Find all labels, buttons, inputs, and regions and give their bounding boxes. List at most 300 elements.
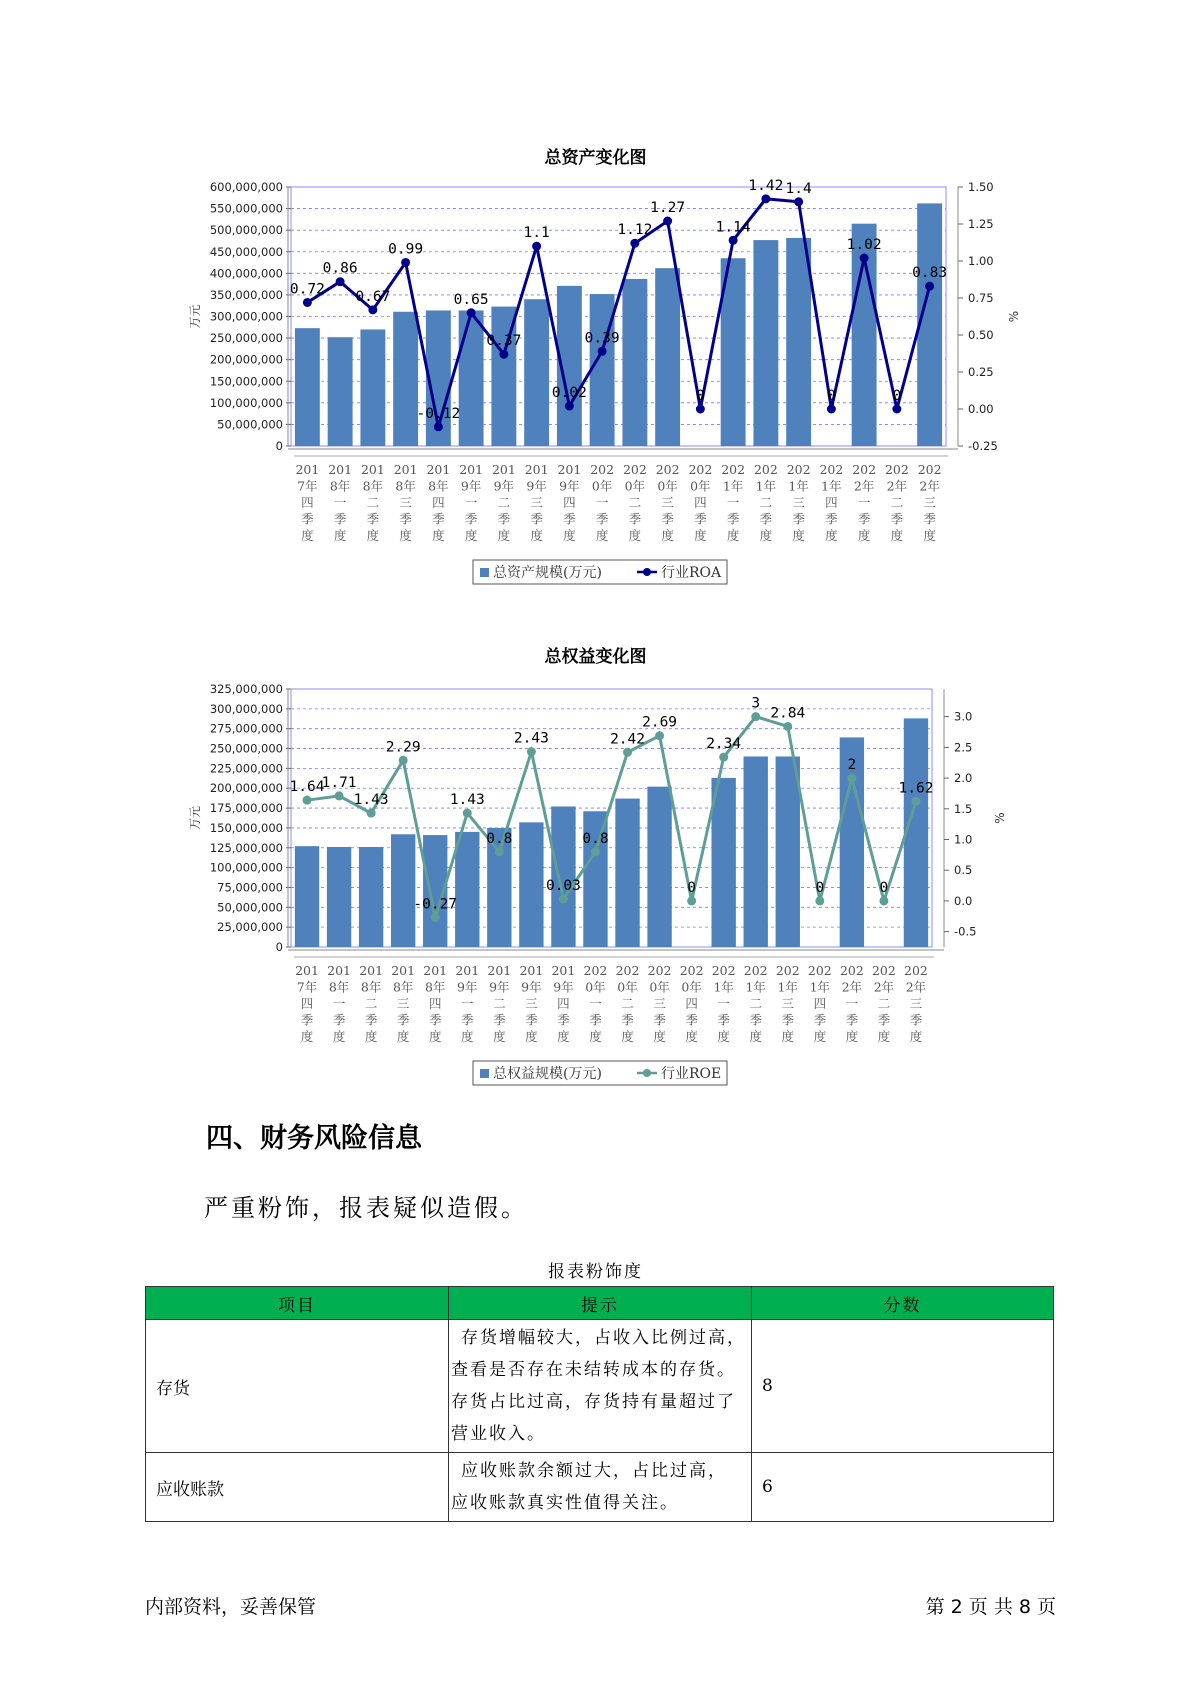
line-point: [463, 809, 472, 818]
x-tick-label: 三: [653, 996, 666, 1011]
data-label: 1.12: [617, 222, 653, 239]
x-tick-label: 202: [871, 963, 896, 978]
x-tick-label: 一: [589, 996, 602, 1011]
x-tick-label: 201: [426, 462, 451, 477]
x-tick-label: 二: [366, 495, 380, 510]
y-tick-label: 550,000,000: [209, 201, 283, 216]
bar: [295, 846, 319, 947]
y2-tick-label: 1.0: [954, 832, 973, 847]
x-tick-label: 2年: [841, 979, 863, 995]
y-tick-label: 250,000,000: [209, 331, 283, 346]
x-tick-label: 季: [300, 1012, 314, 1028]
x-tick-label: 一: [857, 495, 871, 510]
x-tick-label: 202: [583, 963, 608, 978]
chart-title-total-assets: 总资产变化图: [544, 148, 647, 168]
line-point: [879, 896, 888, 905]
x-tick-label: 三: [396, 996, 410, 1011]
x-tick-label: 度: [301, 528, 314, 543]
x-tick-label: 201: [487, 963, 512, 978]
bar: [711, 778, 735, 947]
x-tick-label: 度: [890, 528, 904, 543]
table-header-row: [146, 1287, 1054, 1320]
line-point: [751, 712, 760, 721]
x-tick-label: 二: [749, 996, 762, 1011]
x-tick-label: 度: [813, 1029, 827, 1044]
x-tick-label: 四: [557, 996, 570, 1011]
data-label: 1.62: [898, 780, 934, 797]
x-tick-label: 三: [909, 996, 923, 1011]
x-tick-label: 三: [781, 996, 795, 1011]
x-tick-label: 三: [792, 495, 805, 510]
footer-page-number: 第 2 页 共 8 页: [925, 1596, 1056, 1618]
x-tick-label: 季: [694, 511, 707, 527]
x-tick-label: 1年: [722, 478, 744, 494]
hint-line: 营业收入。: [451, 1424, 546, 1444]
x-tick-label: 季: [333, 511, 347, 527]
x-tick-label: 201: [391, 963, 416, 978]
x-tick-label: 二: [621, 996, 634, 1011]
x-tick-label: 度: [396, 1029, 410, 1044]
x-tick-label: 201: [524, 462, 549, 477]
legend-line-label: 行业ROA: [661, 565, 722, 581]
x-tick-label: 季: [792, 511, 805, 527]
x-tick-label: 四: [432, 495, 445, 510]
y2-tick-label: 0.0: [954, 893, 973, 908]
data-label: 1.1: [523, 225, 550, 242]
x-tick-label: 9年: [553, 979, 574, 995]
x-tick-label: 度: [857, 528, 871, 543]
x-tick-label: 二: [628, 495, 642, 510]
x-tick-label: 二: [364, 996, 378, 1011]
line-point: [655, 731, 664, 740]
y-tick-label: 100,000,000: [209, 395, 283, 410]
x-tick-label: 201: [551, 963, 576, 978]
x-tick-label: 季: [557, 1012, 570, 1028]
x-tick-label: 度: [497, 528, 511, 543]
y-tick-label: 100,000,000: [209, 860, 283, 875]
data-label: 1.64: [289, 779, 325, 796]
x-tick-label: 四: [685, 996, 698, 1011]
x-tick-label: 度: [300, 1029, 314, 1044]
x-tick-label: 201: [295, 462, 320, 477]
y2-tick-label: -0.5: [954, 924, 977, 939]
y-tick-label: 0: [275, 439, 283, 453]
line-point: [559, 895, 568, 904]
y2-tick-label: 2.0: [954, 771, 973, 786]
data-label: 0: [696, 388, 705, 404]
hint-line: 存货增幅较大，占收入比例过高，: [461, 1328, 746, 1348]
line-point: [399, 756, 408, 765]
x-tick-label: 1年: [755, 478, 777, 494]
x-tick-label: 季: [525, 1012, 538, 1028]
x-tick-label: 0年: [657, 478, 678, 494]
y2-tick-label: -0.25: [968, 439, 998, 453]
x-tick-label: 9年: [559, 478, 580, 494]
line-point: [335, 791, 344, 800]
x-tick-label: 季: [530, 511, 543, 527]
data-label: 0: [892, 388, 902, 404]
y-tick-label: 0: [275, 940, 283, 954]
x-tick-label: 202: [688, 462, 713, 477]
data-label: 0.72: [289, 281, 325, 298]
data-label: 0: [827, 388, 836, 404]
data-label: 3: [751, 695, 761, 712]
data-label: 1.43: [353, 792, 389, 809]
x-tick-label: 季: [825, 511, 838, 527]
x-tick-label: 一: [461, 996, 474, 1011]
x-tick-label: 8年: [360, 979, 382, 995]
x-tick-label: 季: [563, 511, 576, 527]
x-tick-label: 度: [694, 528, 707, 543]
x-tick-label: 201: [455, 963, 480, 978]
x-tick-label: 二: [759, 495, 773, 510]
hint-line: 查看是否存在未结转成本的存货。: [451, 1360, 736, 1380]
x-tick-label: 度: [923, 528, 936, 543]
x-tick-label: 一: [464, 495, 478, 510]
bar: [519, 822, 543, 947]
x-tick-label: 季: [726, 511, 740, 527]
x-tick-label: 2年: [873, 979, 895, 995]
x-tick-label: 度: [781, 1029, 795, 1044]
y2-tick-label: 1.50: [968, 180, 994, 194]
x-tick-label: 度: [909, 1029, 923, 1044]
x-tick-label: 一: [332, 996, 346, 1011]
x-tick-label: 202: [904, 963, 928, 978]
data-label: 2: [847, 757, 857, 774]
x-tick-label: 季: [301, 511, 314, 527]
y-tick-label: 300,000,000: [209, 701, 283, 716]
y-tick-label: 225,000,000: [209, 761, 283, 776]
y2-tick-label: 3.0: [954, 709, 973, 724]
data-label: 0.39: [584, 330, 620, 347]
x-tick-label: 四: [813, 996, 827, 1011]
x-tick-label: 三: [399, 495, 412, 510]
y-tick-label: 200,000,000: [209, 352, 283, 367]
x-tick-label: 202: [679, 963, 704, 978]
data-label: 1.4: [785, 180, 812, 197]
x-tick-label: 季: [923, 511, 936, 527]
data-label: 1.02: [846, 237, 882, 254]
x-tick-label: 201: [423, 963, 448, 978]
line-point: [687, 896, 696, 905]
x-tick-label: 0年: [649, 979, 670, 995]
x-tick-label: 季: [396, 1012, 410, 1028]
x-tick-label: 季: [366, 511, 380, 527]
x-tick-label: 季: [717, 1012, 730, 1028]
x-tick-label: 2年: [853, 478, 875, 494]
x-tick-label: 三: [661, 495, 674, 510]
x-tick-label: 季: [595, 511, 609, 527]
data-label: 0: [687, 879, 696, 896]
y-tick-label: 25,000,000: [217, 920, 283, 935]
bar: [551, 806, 575, 947]
line-point: [623, 748, 632, 757]
data-label: -0.27: [413, 896, 458, 913]
y2-tick-label: 1.25: [968, 217, 994, 231]
x-tick-label: 四: [825, 495, 838, 510]
y-tick-label: 350,000,000: [209, 287, 283, 302]
data-label: 1.42: [748, 177, 784, 194]
data-label: 0.65: [453, 291, 489, 308]
x-tick-label: 季: [685, 1012, 698, 1028]
x-tick-label: 9年: [521, 979, 542, 995]
x-tick-label: 季: [759, 511, 773, 527]
risk-table: [145, 1286, 1054, 1522]
x-tick-label: 一: [717, 996, 730, 1011]
y2-tick-label: 2.5: [954, 740, 973, 755]
x-tick-label: 三: [525, 996, 538, 1011]
y2-tick-label: 0.25: [968, 365, 994, 379]
x-tick-label: 202: [615, 963, 640, 978]
x-tick-label: 度: [333, 528, 347, 543]
y-tick-label: 500,000,000: [209, 223, 283, 238]
data-label: 1.14: [715, 219, 751, 236]
x-tick-label: 度: [464, 528, 478, 543]
chart-title-total-equity: 总权益变化图: [544, 647, 647, 667]
x-tick-label: 202: [721, 462, 746, 477]
x-tick-label: 0年: [681, 979, 702, 995]
x-tick-label: 201: [327, 963, 352, 978]
bar: [327, 847, 351, 947]
y-tick-label: 325,000,000: [209, 682, 283, 696]
x-tick-label: 四: [300, 996, 314, 1011]
x-tick-label: 季: [749, 1012, 762, 1028]
x-tick-label: 度: [877, 1029, 891, 1044]
line-point: [911, 797, 920, 806]
x-tick-label: 202: [590, 462, 615, 477]
x-tick-label: 201: [519, 963, 544, 978]
x-tick-label: 度: [653, 1029, 666, 1044]
x-tick-label: 度: [595, 528, 609, 543]
x-tick-label: 201: [491, 462, 516, 477]
x-tick-label: 1年: [745, 979, 766, 995]
x-tick-label: 度: [749, 1029, 762, 1044]
section-heading: 四、财务风险信息: [206, 1123, 422, 1154]
y-tick-label: 600,000,000: [209, 180, 283, 194]
data-label: 0.02: [551, 385, 587, 402]
x-tick-label: 季: [589, 1012, 602, 1028]
x-tick-label: 8年: [392, 979, 414, 995]
data-label: 2.69: [642, 714, 678, 731]
x-tick-label: 202: [819, 462, 844, 477]
line-point: [847, 774, 856, 783]
x-tick-label: 1年: [809, 979, 831, 995]
line-point: [783, 722, 792, 731]
data-label: 0.37: [486, 333, 522, 350]
section-text: 严重粉饰，报表疑似造假。: [204, 1194, 528, 1222]
bar: [391, 834, 415, 947]
line-point: [815, 896, 824, 905]
y-tick-label: 400,000,000: [209, 266, 283, 281]
x-tick-label: 度: [530, 528, 543, 543]
x-tick-label: 201: [459, 462, 484, 477]
x-tick-label: 季: [621, 1012, 634, 1028]
line-point: [431, 913, 440, 922]
x-tick-label: 一: [726, 495, 740, 510]
data-label: 1.71: [321, 774, 357, 791]
plot-frame: [291, 689, 932, 947]
x-tick-label: 202: [917, 462, 942, 477]
data-label: 0.67: [355, 288, 391, 305]
data-label: 0.83: [912, 265, 948, 282]
x-tick-label: 8年: [328, 979, 350, 995]
x-tick-label: 9年: [489, 979, 510, 995]
x-tick-label: 四: [301, 495, 314, 510]
x-tick-label: 度: [428, 1029, 442, 1044]
x-tick-label: 2年: [919, 478, 940, 494]
x-tick-label: 度: [399, 528, 412, 543]
table-row: [146, 1320, 1054, 1453]
row-score: 8: [752, 1320, 1054, 1453]
x-tick-label: 一: [595, 495, 609, 510]
x-tick-label: 一: [333, 495, 347, 510]
y2-tick-label: 0.75: [968, 291, 994, 305]
x-tick-label: 二: [497, 495, 511, 510]
x-tick-label: 四: [694, 495, 707, 510]
data-label: 2.43: [513, 730, 549, 747]
line-point: [495, 847, 504, 856]
x-tick-label: 1年: [777, 979, 799, 995]
line-point: [591, 847, 600, 856]
x-tick-label: 季: [909, 1012, 923, 1028]
x-tick-label: 季: [845, 1012, 859, 1028]
y-axis-label: 万元: [188, 304, 202, 329]
data-label: 1.43: [449, 792, 485, 809]
legend-bar-label: 总权益规模(万元): [493, 1066, 602, 1082]
x-tick-label: 0年: [585, 979, 606, 995]
x-tick-label: 202: [852, 462, 877, 477]
row-score: 6: [752, 1453, 1054, 1522]
y2-axis-label: %: [1007, 310, 1021, 323]
x-tick-label: 1年: [713, 979, 734, 995]
x-tick-label: 度: [366, 528, 380, 543]
data-label: 0.86: [322, 260, 358, 277]
x-tick-label: 202: [743, 963, 768, 978]
x-tick-label: 202: [753, 462, 778, 477]
x-tick-label: 201: [328, 462, 353, 477]
y2-tick-label: 1.5: [954, 801, 973, 816]
legend-line-label: 行业ROE: [661, 1066, 722, 1082]
x-tick-label: 2年: [905, 979, 927, 995]
hint-line: 应收账款余额过大，占比过高，: [461, 1461, 727, 1481]
x-tick-label: 季: [890, 511, 904, 527]
x-tick-label: 201: [393, 462, 418, 477]
data-label: 0.8: [582, 830, 609, 847]
row-item: 应收账款: [146, 1453, 449, 1522]
x-tick-label: 度: [493, 1029, 506, 1044]
x-tick-label: 7年: [296, 979, 318, 995]
x-tick-label: 202: [884, 462, 909, 477]
data-label: 2.34: [706, 736, 742, 753]
header-score: 分数: [752, 1287, 1054, 1320]
line-point: [527, 747, 536, 756]
row-item: 存货: [146, 1320, 449, 1453]
x-tick-label: 二: [493, 996, 506, 1011]
x-tick-label: 202: [807, 963, 832, 978]
x-tick-label: 8年: [428, 478, 449, 494]
bar: [647, 787, 671, 947]
x-tick-label: 季: [857, 511, 871, 527]
y2-tick-label: 1.00: [968, 254, 994, 268]
x-tick-label: 度: [825, 528, 838, 543]
hint-line: 存货占比过高，存货持有量超过了: [451, 1392, 736, 1412]
x-tick-label: 度: [364, 1029, 378, 1044]
legend-bar-label: 总资产规模(万元): [493, 565, 602, 581]
header-hint: 提示: [449, 1287, 752, 1320]
x-tick-label: 季: [364, 1012, 378, 1028]
x-tick-label: 度: [621, 1029, 634, 1044]
x-tick-label: 季: [628, 511, 642, 527]
x-tick-label: 度: [332, 1029, 346, 1044]
x-tick-label: 季: [432, 511, 445, 527]
x-tick-label: 季: [497, 511, 511, 527]
x-tick-label: 9年: [460, 478, 482, 494]
y-tick-label: 300,000,000: [209, 309, 283, 324]
x-tick-label: 201: [557, 462, 582, 477]
line-point: [303, 796, 312, 805]
x-tick-label: 季: [813, 1012, 827, 1028]
line-point: [719, 753, 728, 762]
y2-tick-label: 0.00: [968, 402, 994, 416]
x-tick-label: 9年: [493, 478, 515, 494]
x-tick-label: 201: [359, 963, 384, 978]
x-tick-label: 9年: [457, 979, 478, 995]
data-label: 0: [879, 879, 889, 896]
header-item: 项目: [146, 1287, 449, 1320]
x-tick-label: 度: [759, 528, 773, 543]
y-tick-label: 150,000,000: [209, 820, 283, 835]
x-tick-label: 三: [530, 495, 543, 510]
x-tick-label: 四: [563, 495, 576, 510]
x-tick-label: 202: [655, 462, 680, 477]
y-tick-label: 125,000,000: [209, 840, 283, 855]
bar: [776, 756, 800, 947]
y-tick-label: 50,000,000: [217, 417, 283, 432]
x-tick-label: 度: [845, 1029, 859, 1044]
data-label: 0.8: [486, 830, 513, 847]
y-tick-label: 175,000,000: [209, 801, 283, 816]
x-tick-label: 201: [295, 963, 319, 978]
x-tick-label: 季: [399, 511, 412, 527]
bar: [455, 832, 479, 947]
data-label: 0.99: [388, 241, 424, 258]
line-point: [367, 809, 376, 818]
x-tick-label: 8年: [362, 478, 384, 494]
x-tick-label: 季: [464, 511, 478, 527]
y-tick-label: 250,000,000: [209, 741, 283, 756]
y-tick-label: 200,000,000: [209, 781, 283, 796]
x-tick-label: 四: [428, 996, 442, 1011]
y2-tick-label: 0.5: [954, 863, 973, 878]
x-tick-label: 一: [845, 996, 859, 1011]
y-tick-label: 75,000,000: [217, 880, 283, 895]
x-tick-label: 0年: [624, 478, 646, 494]
x-tick-label: 二: [890, 495, 904, 510]
x-tick-label: 8年: [424, 979, 446, 995]
x-tick-label: 202: [775, 963, 800, 978]
data-label: 0.03: [545, 878, 581, 895]
x-tick-label: 季: [493, 1012, 506, 1028]
x-tick-label: 2年: [886, 478, 908, 494]
y-tick-label: 150,000,000: [209, 374, 283, 389]
x-tick-label: 0年: [591, 478, 613, 494]
table-row: [146, 1453, 1054, 1522]
y2-axis-label: %: [993, 812, 1007, 824]
x-tick-label: 8年: [329, 478, 351, 494]
y-axis-label: 万元: [188, 805, 202, 831]
x-tick-label: 0年: [690, 478, 711, 494]
footer-confidential: 内部资料，妥善保管: [145, 1596, 317, 1618]
